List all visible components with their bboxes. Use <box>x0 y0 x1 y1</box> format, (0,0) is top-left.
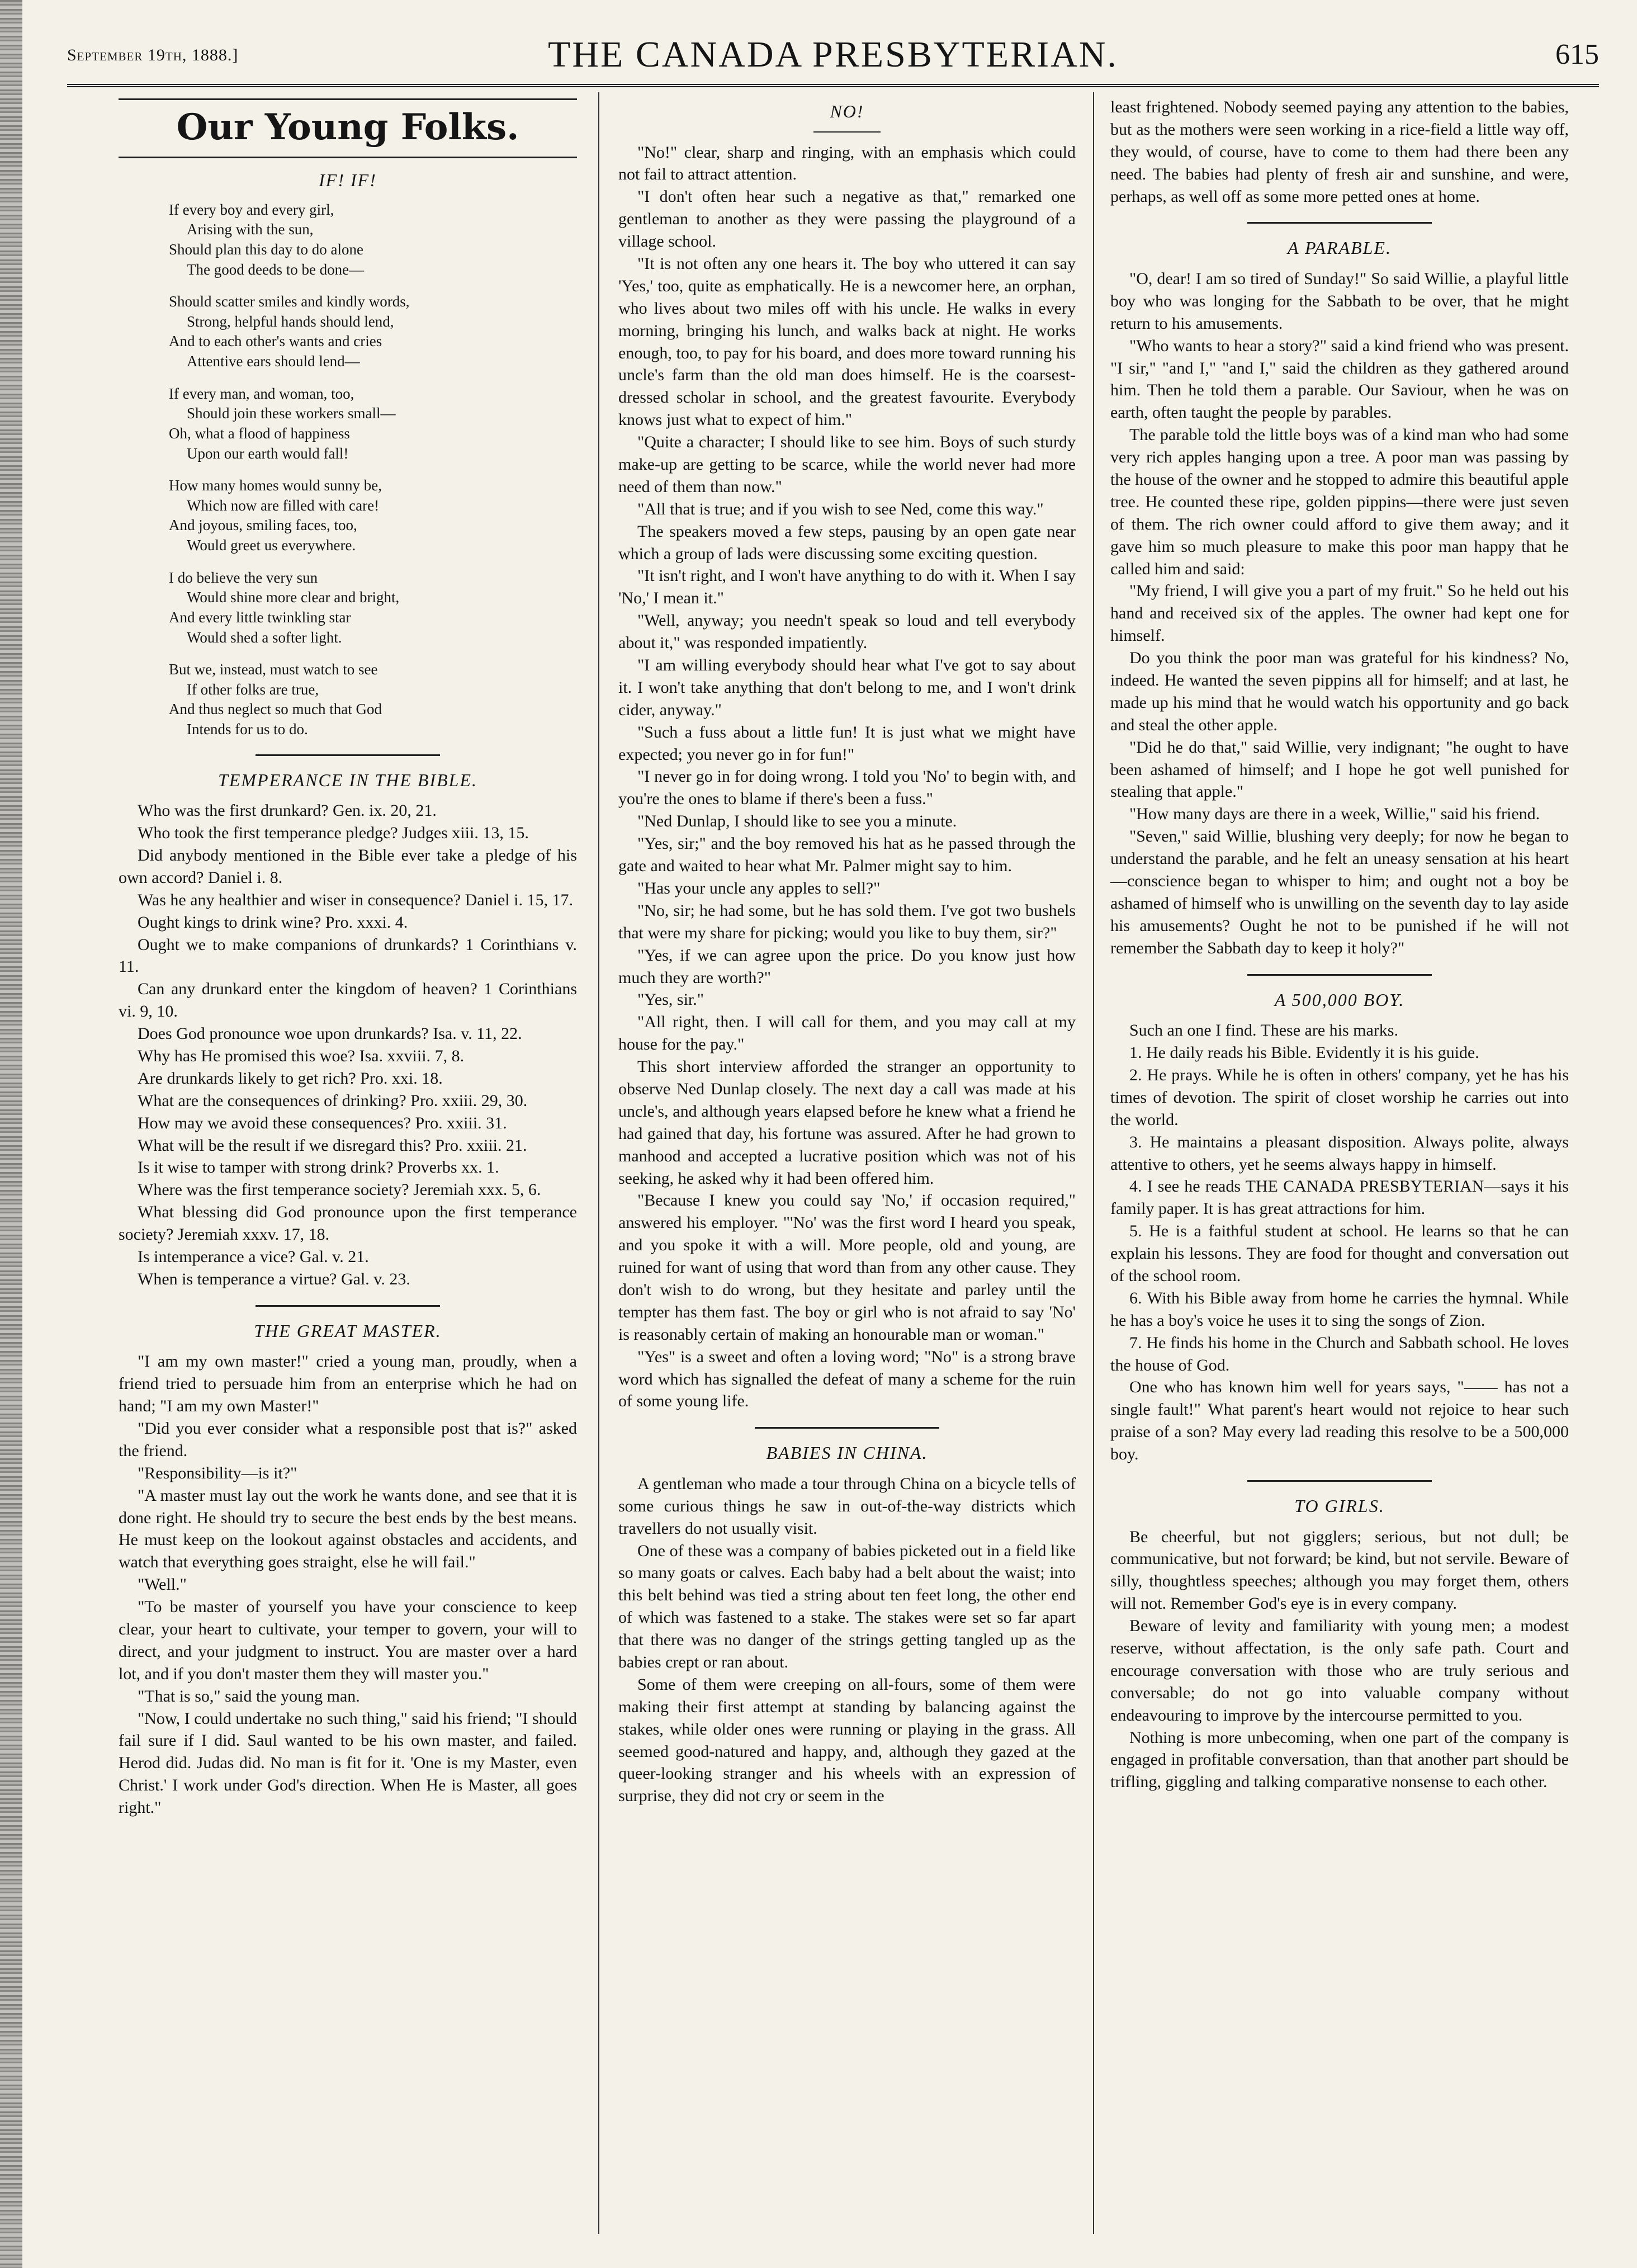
heading-underline <box>813 131 881 133</box>
paragraph: "Who wants to hear a story?" said a kind friend who was present. "I sir," "and I," "and I," said the children as they gathered around him. Then he told them a parable. Our Saviour, when he was on earth, often taught the people by parables. <box>1110 336 1569 422</box>
poem-line: Intends for us to do. <box>187 721 308 738</box>
article-heading: A PARABLE. <box>1288 238 1392 258</box>
question-item: When is temperance a virtue? Gal. v. 23. <box>138 1269 410 1288</box>
paragraph: "Has your uncle any apples to sell?" <box>637 878 881 897</box>
paragraph: Do you think the poor man was grateful for his kindness? No, indeed. He wanted the seven pippins all for himself; and at last, he made up his mind that he would watch his opportunity and go back and steal the other apple. <box>1110 649 1569 734</box>
poem-line: But we, instead, must watch to see <box>169 661 378 678</box>
paragraph: Be cheerful, but not gigglers; serious, but not dull; be communicative, but not forward; be kind, but not servile. Beware of silly, thoughtless speeches; although you may forget them, others will not. Remember God's eye is in every company. <box>1110 1527 1569 1613</box>
poem-line: And to each other's wants and cries <box>169 333 382 350</box>
article-body <box>618 1473 1076 1807</box>
column-divider <box>598 92 599 2234</box>
paragraph: The speakers moved a few steps, pausing by an open gate near which a group of lads were discussing some exciting question. <box>618 522 1076 563</box>
paragraph: The parable told the little boys was of a kind man who had some very rich apples hanging upon a tree. A poor man was passing by the house of the owner and he stopped to admire this beautiful apple tree. He counted these ripe, golden pippins—there were just seven of them. The rich owner could afford to give them away; and it gave him so much pleasure to make this poor man happy that he called him and said: <box>1110 426 1569 578</box>
paragraph: "A master must lay out the work he wants done, and see that it is done right. He should try to secure the best ends by the best means. He must keep on the lookout against obstacles and accidents, and watch that everything goes straight, else he will fail." <box>119 1486 577 1572</box>
paragraph: "Because I knew you could say 'No,' if occasion required," answered his employer. "'No' was the first word I heard you speak, and you spoke it with a will. More people, old and young, are ruined for want of using that word than from any other cause. They don't wish to do wrong, but they hesitate and parley until the tempter has them fast. The boy or girl who is not afraid to say 'No' is reasonably certain of making an honourable man or woman." <box>618 1191 1076 1344</box>
paragraph: "I am willing everybody should hear what I've got to say about it. I won't take anything that don't belong to me, and I won't drink cider, anyway." <box>618 656 1076 719</box>
newspaper-title: THE CANADA PRESBYTERIAN. <box>548 34 1118 75</box>
binding-edge <box>0 0 22 2268</box>
question-item: Can any drunkard enter the kingdom of heaven? 1 Corinthians vi. 9, 10. <box>119 980 577 1021</box>
article-heading: TO GIRLS. <box>1294 1495 1385 1516</box>
section-divider <box>1247 974 1432 976</box>
paragraph: 3. He maintains a pleasant disposition. Always polite, always attentive to others, yet he seems always happy in himself. <box>1110 1132 1569 1174</box>
section-divider <box>1247 222 1432 224</box>
paragraph: Beware of levity and familiarity with young men; a modest reserve, without affectation, is the only safe path. Court and encourage conversation with those who are truly serious and conversable; do not go into valuable company without endeavouring to improve by the intercourse permitted to you. <box>1110 1617 1569 1724</box>
poem-line: Would shine more clear and bright, <box>187 589 400 606</box>
poem-line: Upon our earth would fall! <box>187 445 349 462</box>
column-1 <box>119 96 577 1819</box>
paragraph-continued: least frightened. Nobody seemed paying any attention to the babies, but as the mothers were seen working in a rice-field a little way off, they would, of course, have to come to them had there been any need. The babies had plenty of fresh air and sunshine, and were, perhaps, as well off as some more petted ones at home. <box>1110 98 1569 206</box>
question-item: What are the consequences of drinking? Pro. xxiii. 29, 30. <box>138 1091 528 1110</box>
poem-line: Would shed a softer light. <box>187 629 342 646</box>
article-heading: A 500,000 BOY. <box>1274 989 1405 1010</box>
question-item: Is intemperance a vice? Gal. v. 21. <box>138 1248 369 1267</box>
question-item: Ought we to make companions of drunkards? 1 Corinthians v. 11. <box>119 935 577 976</box>
article-heading: NO! <box>830 101 864 121</box>
paragraph: One of these was a company of babies picketed out in a field like so many goats or calves. Each baby had a belt about the waist; into this belt behind was tied a string about ten feet long, the other end of which was fastened to a stake. The stakes were set so far apart that there was no danger of the strings getting tangled up as the babies crept or ran about. <box>618 1541 1076 1671</box>
temperance-questions <box>119 800 577 1291</box>
question-item: How may we avoid these consequences? Pro. xxiii. 31. <box>138 1113 507 1132</box>
poem-line: If other folks are true, <box>187 681 319 698</box>
paragraph: "Now, I could undertake no such thing," said his friend; "I should fail sure if I did. Saul wanted to be his own master, and failed. Herod did. Judas did. No man is fit for it. 'One is my Master, even Christ.' I work under God's direction. When He is Master, all goes right." <box>119 1709 577 1817</box>
paragraph: "Well." <box>138 1575 187 1594</box>
paragraph: 5. He is a faithful student at school. He learns so that he can explain his lessons. They are food for thought and conversation out of the school room. <box>1110 1222 1569 1285</box>
poem-line: If every man, and woman, too, <box>169 385 354 402</box>
paragraph: "Yes, sir;" and the boy removed his hat as he passed through the gate and waited to hear what Mr. Palmer might say to him. <box>618 834 1076 876</box>
paragraph: "Did you ever consider what a responsible post that is?" asked the friend. <box>119 1419 577 1460</box>
paragraph: "Ned Dunlap, I should like to see you a minute. <box>637 812 957 831</box>
poem-line: And thus neglect so much that God <box>169 701 382 718</box>
poem-line: Which now are filled with care! <box>187 497 380 514</box>
poem-line: And joyous, smiling faces, too, <box>169 517 357 534</box>
paragraph: "No, sir; he had some, but he has sold them. I've got two bushels that were my share for picking; would you like to buy them, sir?" <box>618 901 1076 942</box>
page-header <box>67 22 1599 78</box>
page-number: 615 <box>1555 39 1599 70</box>
question-item: What will be the result if we disregard this? Pro. xxiii. 21. <box>138 1136 527 1155</box>
article-heading: THE GREAT MASTER. <box>254 1320 442 1341</box>
paragraph: A gentleman who made a tour through China on a bicycle tells of some curious things he saw in out-of-the-way districts which travellers do not usually visit. <box>618 1474 1076 1538</box>
issue-date: September 19th, 1888.] <box>67 46 239 64</box>
paragraph: 7. He finds his home in the Church and Sabbath school. He loves the house of God. <box>1110 1333 1569 1374</box>
poem-line: Strong, helpful hands should lend, <box>187 313 394 330</box>
paragraph: One who has known him well for years says, "—— has not a single fault!" What parent's heart would not rejoice to hear such praise of a son? May every lad reading this resolve to be a 500,000 boy. <box>1110 1378 1569 1464</box>
paragraph: "Yes, if we can agree upon the price. Do you know just how much they are worth?" <box>618 946 1076 987</box>
paragraph: "To be master of yourself you have your conscience to keep clear, your heart to cultivate, your temper to govern, your will to direct, and your judgment to instruct. You are master over a hard lot, and if you don't master them they will master you." <box>119 1598 577 1683</box>
poem-line: I do believe the very sun <box>169 569 318 586</box>
paragraph: "Responsibility—is it?" <box>138 1463 297 1482</box>
section-divider <box>1247 1480 1432 1482</box>
article-body <box>1110 1019 1569 1466</box>
paragraph: "It is not often any one hears it. The boy who uttered it can say 'Yes,' too, quite as emphatically. He is a newcomer here, an orphan, who lives about two miles off with his uncle. He walks in every morning, bringing his lunch, and walks back at night. He works enough, too, to pay for his board, and does more toward running his uncle's farm than the old man does himself. He is the coarsest-dressed scholar in school, and the greatest favourite. Everybody knows just what to expect of him." <box>618 254 1076 429</box>
section-divider <box>755 1427 939 1429</box>
paragraph: This short interview afforded the stranger an opportunity to observe Ned Dunlap closely. The next day a call was made at his uncle's, and although years elapsed before he knew what a friend he had gained that day, his fortune was assured. After he had grown to manhood and accepted a lucrative position which was not of his seeking, he asked why it had been offered him. <box>618 1057 1076 1188</box>
paragraph: "Yes" is a sweet and often a loving word; "No" is a strong brave word which has signalled the defeat of many a scheme for the ruin of some young life. <box>618 1347 1076 1411</box>
paragraph: 1. He daily reads his Bible. Evidently it is his guide. <box>1129 1043 1479 1062</box>
poem-line: Should join these workers small— <box>187 405 396 422</box>
question-item: What blessing did God pronounce upon the first temperance society? Jeremiah xxxv. 17, 18. <box>119 1203 577 1244</box>
paragraph: "I am my own master!" cried a young man, proudly, when a friend tried to persuade him from an enterprise which he had on hand; "I am my own Master!" <box>119 1352 577 1416</box>
column-2 <box>618 96 1076 1807</box>
question-item: Did anybody mentioned in the Bible ever take a pledge of his own accord? Daniel i. 8. <box>119 845 577 887</box>
paragraph: "My friend, I will give you a part of my fruit." So he held out his hand and received six of the apples. The owner had kept one for himself. <box>1110 582 1569 645</box>
section-divider <box>256 754 440 756</box>
paragraph: "No!" clear, sharp and ringing, with an emphasis which could not fail to attract attention. <box>618 143 1076 184</box>
article-heading: TEMPERANCE IN THE BIBLE. <box>218 769 477 790</box>
question-item: Was he any healthier and wiser in consequence? Daniel i. 15, 17. <box>138 890 573 909</box>
poem <box>169 200 577 740</box>
question-item: Ought kings to drink wine? Pro. xxxi. 4. <box>138 913 408 932</box>
poem-line: Arising with the sun, <box>187 221 314 238</box>
paragraph: "Quite a character; I should like to see him. Boys of such sturdy make-up are getting to be scarce, while the world never had more need of them than now." <box>618 433 1076 496</box>
paragraph: 4. I see he reads THE CANADA PRESBYTERIAN—says it his family paper. It is has great attractions for him. <box>1110 1177 1569 1218</box>
section-masthead: Our Young Folks. <box>119 98 577 158</box>
article-heading: BABIES IN CHINA. <box>766 1443 928 1463</box>
question-item: Does God pronounce woe upon drunkards? Isa. v. 11, 22. <box>138 1024 522 1043</box>
poem-line: Would greet us everywhere. <box>187 537 356 554</box>
poem-line: How many homes would sunny be, <box>169 477 382 494</box>
paragraph: 2. He prays. While he is often in others' company, yet he has his times of devotion. The spirit of closet worship he carries out into the world. <box>1110 1065 1569 1129</box>
paragraph: "O, dear! I am so tired of Sunday!" So said Willie, a playful little boy who was longing for the Sabbath to be over, that he might return to his amusements. <box>1110 270 1569 333</box>
poem-line: The good deeds to be done— <box>187 261 365 278</box>
article-body <box>618 141 1076 1413</box>
paragraph: Nothing is more unbecoming, when one part of the company is engaged in profitable conversation, than that another part should be trifling, giggling and talking comparative nonsense to each other. <box>1110 1728 1569 1792</box>
paragraph: "Yes, sir." <box>637 990 704 1009</box>
paragraph: "Did he do that," said Willie, very indignant; "he ought to have been ashamed of himself; and I hope he got well punished for stealing that apple." <box>1110 738 1569 801</box>
header-rule <box>67 84 1599 87</box>
paragraph: "It isn't right, and I won't have anything to do with it. When I say 'No,' I mean it." <box>618 566 1076 608</box>
column-3 <box>1110 96 1569 1793</box>
column-divider <box>1093 92 1094 2234</box>
article-body <box>1110 268 1569 960</box>
question-item: Who was the first drunkard? Gen. ix. 20, 21. <box>138 801 437 820</box>
paragraph: 6. With his Bible away from home he carries the hymnal. While he has a boy's voice he uses it to sing the songs of Zion. <box>1110 1288 1569 1330</box>
question-item: Why has He promised this woe? Isa. xxviii. 7, 8. <box>138 1047 465 1065</box>
paragraph: "I never go in for doing wrong. I told you 'No' to begin with, and you're the ones to blame if there's been a fuss." <box>618 767 1076 809</box>
question-item: Where was the first temperance society? Jeremiah xxx. 5, 6. <box>138 1180 541 1199</box>
poem-line: Should plan this day to do alone <box>169 240 363 258</box>
section-divider <box>256 1305 440 1307</box>
paragraph: "How many days are there in a week, Willie," said his friend. <box>1129 805 1540 824</box>
paragraph: "That is so," said the young man. <box>138 1686 360 1705</box>
paragraph: "All that is true; and if you wish to see Ned, come this way." <box>637 499 1044 518</box>
article-body <box>1110 1526 1569 1794</box>
question-item: Are drunkards likely to get rich? Pro. xxi. 18. <box>138 1069 443 1088</box>
paragraph: "Seven," said Willie, blushing very deeply; for now he began to understand the parable, and he felt an uneasy sensation at his heart—conscience began to whisper to him; and ought not a boy be ashamed of himself who is unwilling on the seventh day to lay aside his amusements? Ought he not to be punished if he will not remember the Sabbath day to keep it holy?" <box>1110 827 1569 957</box>
paragraph: "Such a fuss about a little fun! It is just what we might have expected; you never go in for fun!" <box>618 722 1076 764</box>
poem-line: Should scatter smiles and kindly words, <box>169 293 410 310</box>
poem-line: If every boy and every girl, <box>169 201 334 218</box>
paragraph: Some of them were creeping on all-fours, some of them were making their first attempt at standing by balancing against the stakes, while older ones were running or playing in the grass. All seemed good-natured and happy, and, although they gazed at the queer-looking stranger and his wheels with an expression of surprise, they did not cry or seem in the <box>618 1675 1076 1806</box>
question-item: Is it wise to tamper with strong drink? Proverbs xx. 1. <box>138 1158 499 1177</box>
poem-line: And every little twinkling star <box>169 608 351 626</box>
paragraph: "I don't often hear such a negative as that," remarked one gentleman to another as they were passing the playground of a village school. <box>618 187 1076 251</box>
poem-line: Attentive ears should lend— <box>187 353 360 370</box>
paragraph: "Well, anyway; you needn't speak so loud and tell everybody about it," was responded impatiently. <box>618 611 1076 653</box>
article-heading: IF! IF! <box>319 170 377 191</box>
paragraph: "All right, then. I will call for them, and you may call at my house for the pay." <box>618 1013 1076 1054</box>
article-body <box>119 1350 577 1819</box>
paragraph: Such an one I find. These are his marks. <box>1129 1021 1398 1040</box>
question-item: Who took the first temperance pledge? Judges xiii. 13, 15. <box>138 824 529 843</box>
poem-line: Oh, what a flood of happiness <box>169 424 350 442</box>
